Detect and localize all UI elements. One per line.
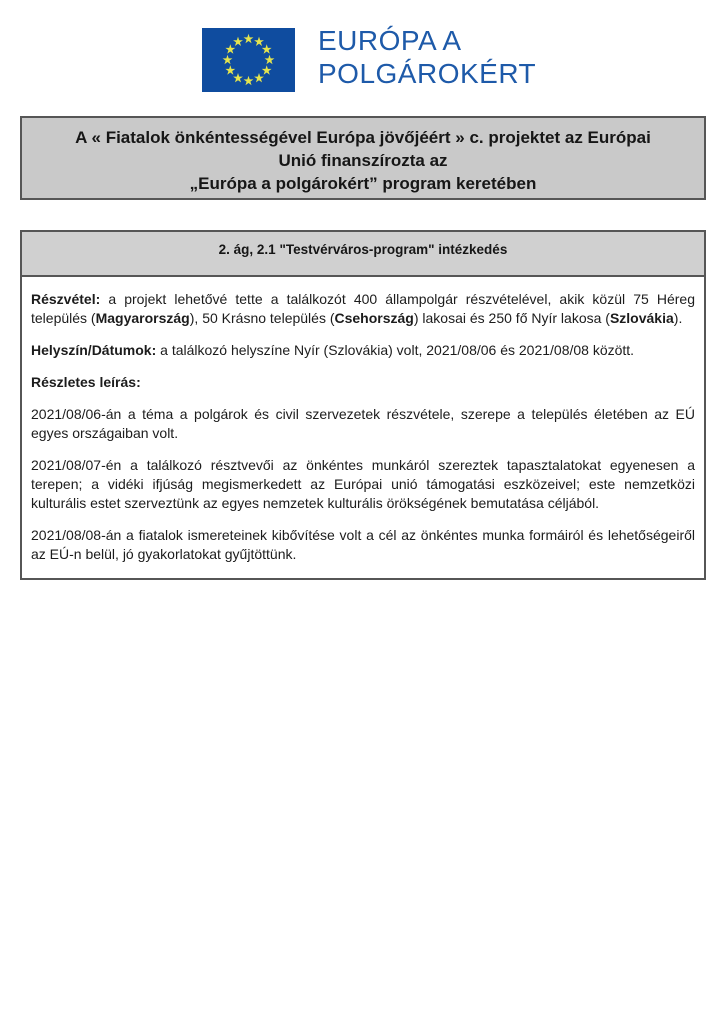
day3-paragraph: 2021/08/08-án a fiatalok ismereteinek kibővítése volt a cél az önkéntes munka formáiról és lehetőségeiről az EÚ-n belül, jó gyakorlatokat gyűjtöttünk. [31, 527, 695, 562]
participation-text-2: ), 50 Krásno település ( [189, 310, 335, 326]
description-label: Részletes leírás: [31, 374, 141, 390]
logo-text [318, 24, 536, 90]
eu-flag-icon [202, 28, 295, 92]
funding-statement-line2: Unió finanszírozta az [278, 151, 448, 170]
participation-label: Részvétel: [31, 291, 101, 307]
participation-text-4: ). [673, 310, 683, 326]
funding-statement-box [20, 116, 706, 200]
funding-statement-line3: „Európa a polgárokért” program keretében [189, 174, 537, 193]
measure-table-body [22, 277, 704, 578]
location-dates-paragraph [31, 341, 695, 360]
participation-text-3: ) lakosai és 250 fő Nyír lakosa ( [413, 310, 610, 326]
participation-country-1: Magyarország [95, 310, 190, 326]
participation-country-3: Szlovákia [609, 310, 674, 326]
participation-country-2: Csehország [334, 310, 414, 326]
description-label-paragraph [31, 373, 695, 392]
logo-text-line1: EURÓPA A [318, 25, 462, 56]
day1-paragraph: 2021/08/06-án a téma a polgárok és civil szervezetek részvétele, szerepe a település életében az EÚ egyes országaiban volt. [31, 406, 695, 441]
eu-logo [202, 25, 537, 92]
measure-table-header: 2. ág, 2.1 "Testvérváros-program" intézkedés [22, 232, 704, 277]
location-dates-label: Helyszín/Dátumok: [31, 342, 157, 358]
logo-text-line2: POLGÁROKÉRT [318, 58, 537, 89]
participation-paragraph [31, 290, 695, 328]
measure-table [20, 230, 706, 580]
location-dates-text: a találkozó helyszíne Nyír (Szlovákia) volt, 2021/08/06 és 2021/08/08 között. [156, 342, 635, 358]
funding-statement-line1: A « Fiatalok önkéntességével Európa jövőjéért » c. projektet az Európai [75, 128, 651, 147]
participation-text-1: a projekt lehetővé tette a találkozót 400 állampolgár részvételével, akik közül 75 Héreg település ( [31, 291, 695, 326]
day2-paragraph: 2021/08/07-én a találkozó résztvevői az önkéntes munkáról szereztek tapasztalatokat egyenesen a terepen; a vidéki ifjúság megismerkedett az Európai unió támogatási eszközeivel; este nemzetközi kulturális estet szerveztünk az egyes nemzetek kulturális örökségének bemutatása céljából. [31, 457, 695, 511]
